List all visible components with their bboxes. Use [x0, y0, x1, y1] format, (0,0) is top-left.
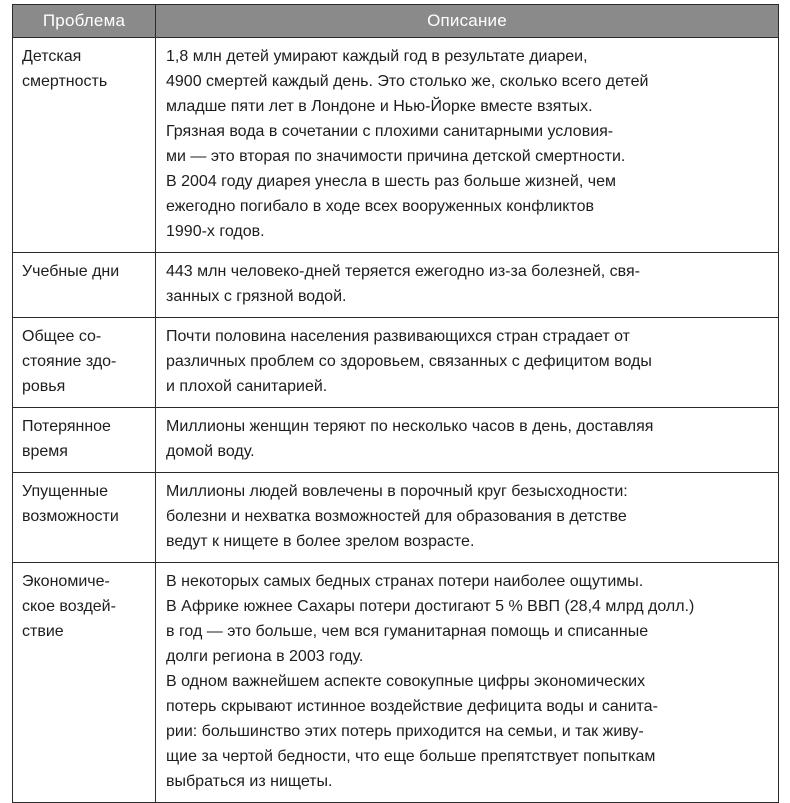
problem-line: возможности	[22, 508, 119, 525]
cell-problem	[13, 253, 156, 318]
description-line: ведут к нищете в более зрелом возрасте.	[166, 533, 475, 550]
problem-line: ствие	[22, 623, 64, 640]
description-line: ежегодно погибало в ходе всех вооруженных конфликтов	[166, 198, 595, 215]
description-line: ми — это вторая по значимости причина детской смертности.	[166, 148, 626, 165]
description-line: Миллионы людей вовлечены в порочный круг безысходности:	[166, 483, 628, 500]
description-line: В некоторых самых бедных странах потери наиболее ощутимы.	[166, 573, 644, 590]
issues-table	[12, 4, 779, 803]
issues-table-container	[12, 4, 778, 803]
description-line: болезни и нехватка возможностей для образования в детстве	[166, 508, 627, 525]
description-line: потерь скрывают истинное воздействие дефицита воды и санита-	[166, 698, 658, 715]
cell-problem	[13, 473, 156, 563]
problem-line: ровья	[22, 378, 66, 395]
problem-line: Общее со-	[22, 328, 102, 345]
description-line: и плохой санитарией.	[166, 378, 328, 395]
column-header-description: Описание	[156, 5, 779, 38]
cell-problem	[13, 318, 156, 408]
column-header-problem: Проблема	[13, 5, 156, 38]
description-line: Миллионы женщин теряют по несколько часов в день, доставляя	[166, 418, 654, 435]
description-line: 4900 смертей каждый день. Это столько же, сколько всего детей	[166, 73, 649, 90]
cell-description	[156, 563, 779, 803]
problem-line: Экономиче-	[22, 573, 110, 590]
description-line: долги региона в 2003 году.	[166, 648, 364, 665]
table-row	[13, 253, 779, 318]
problem-line: Учебные дни	[22, 263, 120, 280]
cell-description	[156, 253, 779, 318]
table-row	[13, 473, 779, 563]
table-row	[13, 318, 779, 408]
table-header-row	[13, 5, 779, 38]
description-line: В 2004 году диарея унесла в шесть раз больше жизней, чем	[166, 173, 616, 190]
problem-line: смертность	[22, 73, 108, 90]
cell-description	[156, 473, 779, 563]
cell-problem	[13, 38, 156, 253]
problem-line: время	[22, 443, 68, 460]
problem-line: стояние здо-	[22, 353, 117, 370]
description-line: 443 млн человеко-дней теряется ежегодно из-за болезней, свя-	[166, 263, 640, 280]
description-line: занных с грязной водой.	[166, 288, 347, 305]
problem-line: Потерянное	[22, 418, 111, 435]
description-line: В одном важнейшем аспекте совокупные цифры экономических	[166, 673, 646, 690]
table-body	[13, 38, 779, 803]
table-row	[13, 38, 779, 253]
cell-description	[156, 38, 779, 253]
description-line: младше пяти лет в Лондоне и Нью-Йорке вместе взятых.	[166, 98, 593, 115]
description-line: Почти половина населения развивающихся стран страдает от	[166, 328, 630, 345]
table-header	[13, 5, 779, 38]
table-row	[13, 563, 779, 803]
problem-line: ское воздей-	[22, 598, 116, 615]
description-line: выбраться из нищеты.	[166, 773, 333, 790]
description-line: В Африке южнее Сахары потери достигают 5 % ВВП (28,4 млрд долл.)	[166, 598, 695, 615]
table-row	[13, 408, 779, 473]
description-line: 1,8 млн детей умирают каждый год в результате диареи,	[166, 48, 588, 65]
description-line: домой воду.	[166, 443, 255, 460]
description-line: рии: большинство этих потерь приходится на семьи, и так живу-	[166, 723, 644, 740]
problem-line: Упущенные	[22, 483, 109, 500]
cell-problem	[13, 563, 156, 803]
cell-description	[156, 408, 779, 473]
description-line: щие за чертой бедности, что еще больше препятствует попыткам	[166, 748, 656, 765]
problem-line: Детская	[22, 48, 82, 65]
description-line: 1990-х годов.	[166, 223, 265, 240]
description-line: Грязная вода в сочетании с плохими санитарными условия-	[166, 123, 614, 140]
cell-description	[156, 318, 779, 408]
description-line: в год — это больше, чем вся гуманитарная помощь и списанные	[166, 623, 649, 640]
cell-problem	[13, 408, 156, 473]
description-line: различных проблем со здоровьем, связанных с дефицитом воды	[166, 353, 652, 370]
